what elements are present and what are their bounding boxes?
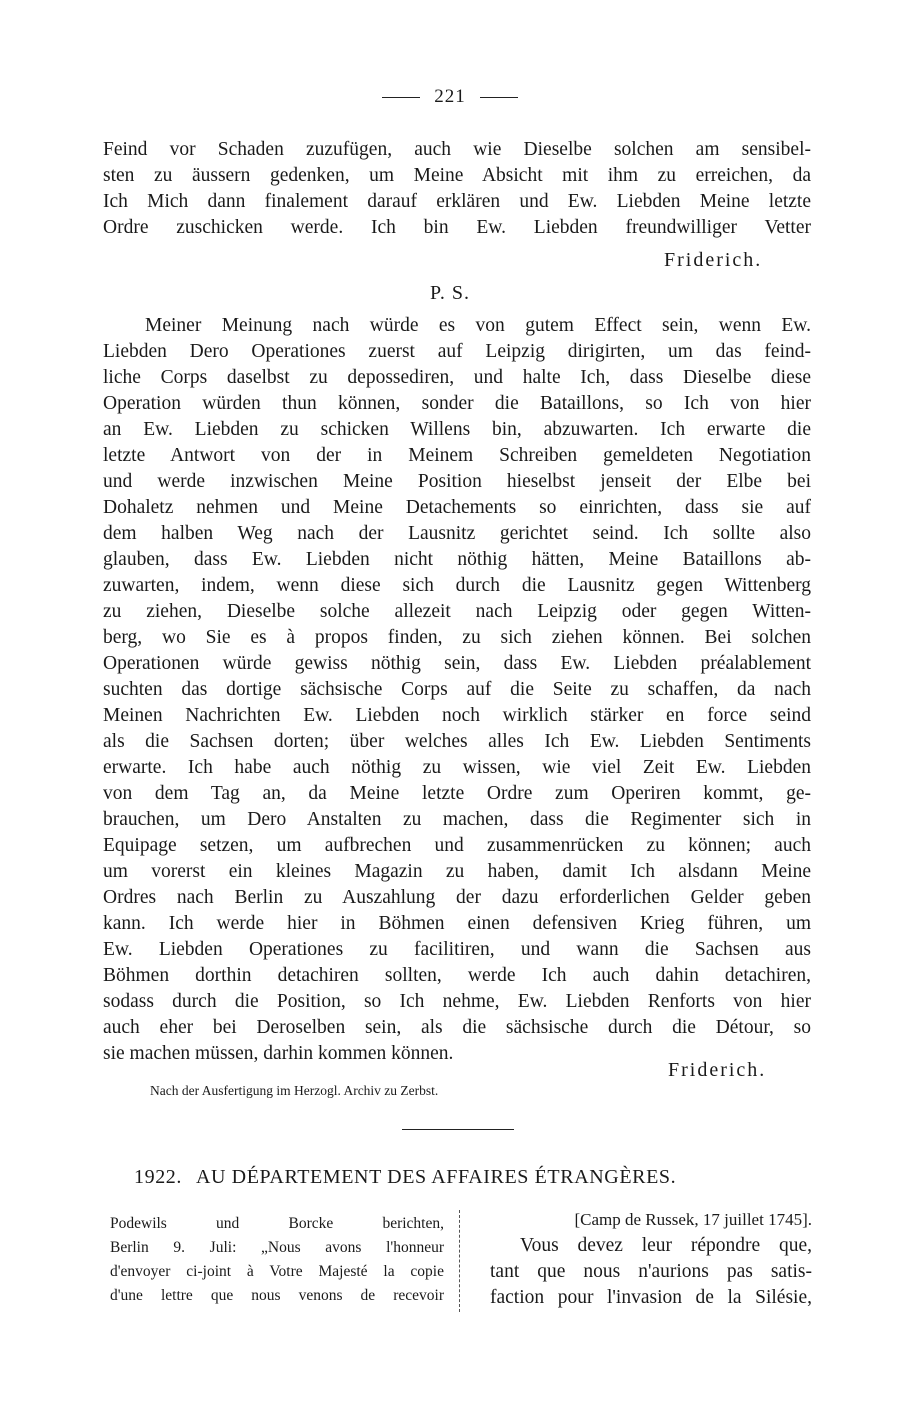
letter-line: sten zu äussern gedenken, um Meine Absicht mit ihm zu erreichen, da bbox=[103, 165, 811, 186]
postscript-line: zuwarten, indem, wenn diese sich durch die Lausnitz gegen Wittenberg bbox=[103, 575, 811, 596]
postscript-line: dem halben Weg nach der Lausnitz gerichtet seind. Ich sollte also bbox=[103, 523, 811, 544]
postscript-line: erwarte. Ich habe auch nöthig zu wissen, wie viel Zeit Ew. Liebden bbox=[103, 757, 811, 778]
postscript-line: Ordres nach Berlin zu Auszahlung der dazu erforderlichen Gelder geben bbox=[103, 887, 811, 908]
postscript-line: Meinen Nachrichten Ew. Liebden noch wirklich stärker en force seind bbox=[103, 705, 811, 726]
header-dash-left bbox=[382, 97, 420, 98]
postscript-line: und werde inzwischen Meine Position hieselbst jenseit der Elbe bei bbox=[103, 471, 811, 492]
postscript-line: liche Corps daselbst zu depossediren, und halte Ich, dass Dieselbe diese bbox=[103, 367, 811, 388]
postscript-line: um vorerst ein kleines Magazin zu haben, damit Ich alsdann Meine bbox=[103, 861, 811, 882]
postscript-line: Operation würden thun können, sonder die Bataillons, so Ich von hier bbox=[103, 393, 811, 414]
postscript-line: sodass durch die Position, so Ich nehme, Ew. Liebden Renforts von hier bbox=[103, 991, 811, 1012]
section-divider-rule bbox=[402, 1129, 514, 1130]
postscript-line: brauchen, um Dero Anstalten zu machen, dass die Regimenter sich in bbox=[103, 809, 811, 830]
letter-line: Feind vor Schaden zuzufügen, auch wie Dieselbe solchen am sensibel- bbox=[103, 139, 811, 160]
section-heading bbox=[134, 1166, 676, 1189]
postscript-line: berg, wo Sie es à propos finden, zu sich ziehen können. Bei solchen bbox=[103, 627, 811, 648]
dateline: [Camp de Russek, 17 juillet 1745]. bbox=[574, 1210, 812, 1229]
left-column-line: d'envoyer ci-joint à Votre Majesté la copie bbox=[110, 1263, 444, 1280]
right-column-line: tant que nous n'aurions pas satis- bbox=[490, 1261, 812, 1282]
right-column-line: Vous devez leur répondre que, bbox=[520, 1235, 812, 1256]
left-column-line: d'une lettre que nous venons de recevoir bbox=[110, 1287, 444, 1304]
letter-line: Ordre zuschicken werde. Ich bin Ew. Liebden freundwilliger Vetter bbox=[103, 217, 811, 238]
postscript-line: auch eher bei Deroselben sein, als die sächsische durch die Détour, so bbox=[103, 1017, 811, 1038]
letter-signature: Friderich. bbox=[664, 249, 763, 271]
letter-line: Ich Mich dann finalement darauf erklären und Ew. Liebden Meine letzte bbox=[103, 191, 811, 212]
source-note: Nach der Ausfertigung im Herzogl. Archiv zu Zerbst. bbox=[150, 1083, 439, 1098]
postscript-line: zu ziehen, Dieselbe solche allezeit nach Leipzig oder gegen Witten- bbox=[103, 601, 811, 622]
postscript-line: sie machen müssen, darhin kommen können. bbox=[103, 1043, 454, 1064]
postscript-line: Operationen würde gewiss nöthig sein, dass Ew. Liebden préalablement bbox=[103, 653, 811, 674]
postscript-line: Böhmen dorthin detachiren sollten, werde Ich auch dahin detachiren, bbox=[103, 965, 811, 986]
postscript-line: Ew. Liebden Operationes zu facilitiren, und wann die Sachsen aus bbox=[103, 939, 811, 960]
postscript-line: letzte Antwort von der in Meinem Schreiben gemeldeten Negotiation bbox=[103, 445, 811, 466]
right-column-text bbox=[490, 1207, 812, 1311]
section-number: 1922. bbox=[134, 1166, 182, 1188]
page-number: 221 bbox=[434, 86, 466, 107]
postscript-line: suchten das dortige sächsische Corps auf die Seite zu schaffen, da nach bbox=[103, 679, 811, 700]
postscript-line: von dem Tag an, da Meine letzte Ordre zum Operiren kommt, ge- bbox=[103, 783, 811, 804]
page-header bbox=[0, 86, 900, 108]
section-title: AU DÉPARTEMENT DES AFFAIRES ÉTRANGÈRES. bbox=[196, 1166, 677, 1188]
postscript-line: glauben, dass Ew. Liebden nicht nöthig hätten, Meine Bataillons ab- bbox=[103, 549, 811, 570]
postscript-line: Meiner Meinung nach würde es von gutem Effect sein, wenn Ew. bbox=[145, 315, 811, 336]
postscript-heading: P. S. bbox=[429, 282, 471, 304]
postscript-line: Liebden Dero Operationes zuerst auf Leipzig dirigirten, um das feind- bbox=[103, 341, 811, 362]
letter-body bbox=[103, 137, 811, 241]
left-column-summary bbox=[110, 1212, 444, 1308]
left-column-line: Podewils und Borcke berichten, bbox=[110, 1215, 444, 1232]
right-column-line: faction pour l'invasion de la Silésie, bbox=[490, 1287, 812, 1308]
postscript-line: als die Sachsen dorten; über welches alles Ich Ew. Liebden Sentiments bbox=[103, 731, 811, 752]
header-dash-right bbox=[480, 97, 518, 98]
postscript-line: Dohaletz nehmen und Meine Detachements so einrichten, dass sie auf bbox=[103, 497, 811, 518]
column-divider bbox=[459, 1210, 460, 1312]
postscript-line: kann. Ich werde hier in Böhmen einen defensiven Krieg führen, um bbox=[103, 913, 811, 934]
postscript-line: an Ew. Liebden zu schicken Willens bin, abzuwarten. Ich erwarte die bbox=[103, 419, 811, 440]
postscript-line: Equipage setzen, um aufbrechen und zusammenrücken zu können; auch bbox=[103, 835, 811, 856]
postscript-body bbox=[103, 313, 811, 1067]
postscript-signature: Friderich. bbox=[668, 1059, 767, 1081]
left-column-line: Berlin 9. Juli: „Nous avons l'honneur bbox=[110, 1239, 444, 1256]
